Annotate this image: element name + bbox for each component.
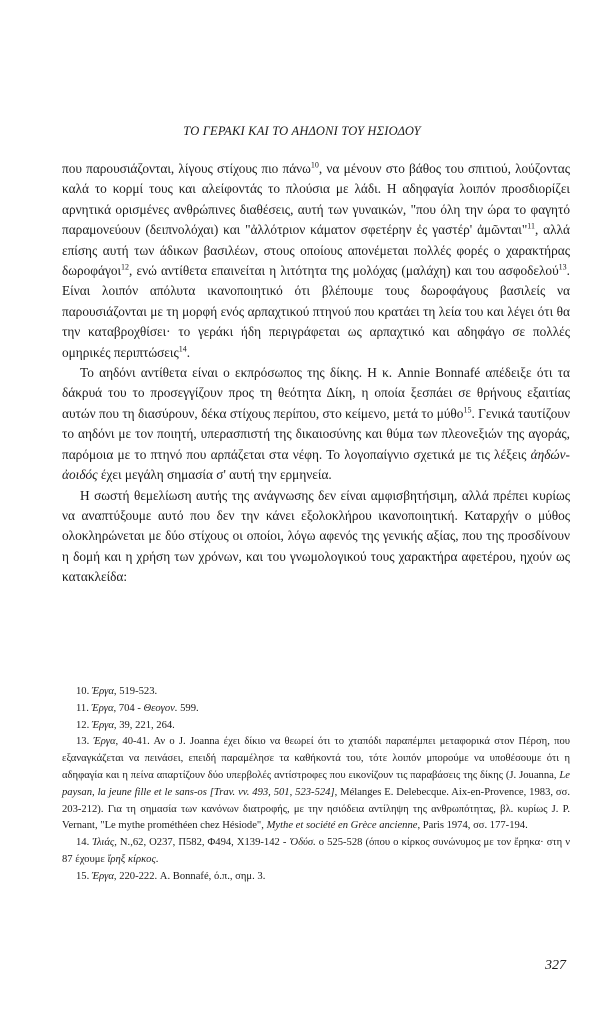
footnote-text: , 519-523. bbox=[113, 686, 158, 697]
footnote-text: , 40-41. Αν ο J. Joanna έχει δίκιο να θεωρεί ότι το χταπόδι παραπέμπει μεταφορικά στον Πέρση, που εξαναγκάζεται να πεινάσει, επειδή παραμέλησε τα καθήκοντά του, τότε λοιπόν μπορούμε να υποθέσουμε ότι η αδηφαγία και η πείνα απαρτίζουν δύο υπερβολές αντίστροφες που εικονίζουν τις παραβάσεις της δίκης (J. Jouanna, bbox=[62, 736, 570, 781]
footnote-text: , 704 - bbox=[113, 702, 144, 714]
footnote-12 bbox=[62, 718, 570, 735]
footnote-text: , 39, 221, 264. bbox=[113, 719, 175, 731]
footnote-10 bbox=[62, 684, 570, 701]
paragraph-1 bbox=[62, 159, 570, 363]
footnote-number: 15. bbox=[76, 870, 92, 882]
text-run: έχει μεγάλη σημασία σ' αυτή την ερμηνεία. bbox=[97, 467, 332, 483]
paragraph-2 bbox=[62, 363, 570, 485]
footnote-text: ο 525-528 (όπου ο κίρκος συνώνυμος με τον ἔρηκα· στη ν 87 έχουμε bbox=[62, 837, 571, 865]
footnote-title: Mythe et société en Grèce ancienne bbox=[266, 820, 418, 832]
footnote-title: Έργα bbox=[93, 736, 116, 748]
footnote-title: ἴρηξ κίρκος bbox=[107, 853, 156, 865]
footnotes bbox=[62, 684, 570, 886]
footnote-text: 599. bbox=[177, 702, 199, 714]
text-run: . Γενικά ταυτίζουν το αηδόνι με τον ποιητή, υπερασπιστή της δικαιοσύνης και θύμα των πλεονεξιών της αγοράς, παρόμοια με το πτηνό που αρπάζεται στα νέφη. Το λογοπαίγνιο σχετικά με τις λέξεις bbox=[62, 405, 570, 462]
text-run: , αλλά επίσης αυτή των άδικων βασιλέων, στους οποίους απονέμεται πολλές φορές ο χαρακτήρας δωροφάγοι bbox=[62, 222, 570, 279]
footnote-title: Ἰλιάς bbox=[92, 837, 115, 849]
footnote-text: . bbox=[155, 853, 159, 865]
footnote-title: Έργα bbox=[91, 686, 114, 697]
footnote-title: Έργα bbox=[91, 870, 114, 882]
greek-wordplay: ἀηδών-ἀοιδός bbox=[62, 446, 570, 483]
footnote-15 bbox=[62, 869, 570, 886]
page-number: 327 bbox=[545, 958, 566, 973]
footnote-text: , Ν.,62, Ο237, Π582, Φ494, Χ139-142 - bbox=[114, 837, 290, 849]
text-run: . bbox=[186, 344, 191, 360]
footnote-text: , 220-222. A. Bonnafé, ό.π., σημ. 3. bbox=[113, 870, 266, 882]
footnote-number: 11. bbox=[76, 702, 92, 714]
footnote-ref-14[interactable]: 14 bbox=[178, 344, 187, 354]
footnote-ref-13[interactable]: 13 bbox=[558, 262, 567, 272]
footnote-title: Θεογον. bbox=[143, 702, 178, 714]
footnote-number: 10. bbox=[76, 686, 92, 697]
footnote-title: Ὀδύσ. bbox=[289, 837, 316, 849]
footnote-11 bbox=[62, 701, 570, 718]
text-run: που παρουσιάζονται, λίγους στίχους πιο πάνω bbox=[62, 161, 311, 176]
footnote-number: 12. bbox=[76, 719, 92, 731]
footnote-ref-12[interactable]: 12 bbox=[121, 262, 130, 272]
running-head: ΤΟ ΓΕΡΑΚΙ ΚΑΙ ΤΟ ΑΗΔΟΝΙ ΤΟΥ ΗΣΙΟΔΟΥ bbox=[183, 124, 421, 138]
text-run: , να μένουν στο βάθος του σπιτιού, λούζοντας καλά το κορμί τους και αλείφοντάς το πλούσια με λάδι. Η αδηφαγία λοιπόν προσδιορίζει αρνητικά ορισμένες ανθρώπινες διαθέσεις, αυτή των γυναικών, "που όλη την ώρα το φαγητό παραμονεύουν (δειπνολόχαι) και "ἀλλότριον κάματον σφετέρην ἐς γαστέρ' ἀμῶνται" bbox=[62, 161, 571, 238]
footnote-text: , Paris 1974, σσ. 177-194. bbox=[417, 820, 528, 832]
footnote-text: , Mélanges E. Delebecque. Aix-en-Provence, 1983, σσ. 203-212). Για τη σημασία των κανόνων διατροφής, με την ησιόδεια αντίληψη της ανθρωπότητας, βλ. κυρίως J. P. Vernant, "Le mythe prométhéen chez Hésiode", bbox=[62, 786, 570, 832]
footnote-14 bbox=[62, 835, 570, 869]
footnote-title: Le paysan, la jeune fille et le sans-os [Trav. vv. 493, 501, 523-524] bbox=[62, 769, 570, 798]
footnote-title: Έργα bbox=[91, 702, 114, 714]
footnote-ref-11[interactable]: 11 bbox=[527, 221, 535, 231]
footnote-13 bbox=[62, 734, 570, 835]
text-run: . Είναι λοιπόν απόλυτα ικανοποιητικό ότι βλέπουμε τους δωροφάγους βασιλείς να παρουσιάζονται με τη μορφή ενός αρπαχτικού πτηνού που κρατάει τη λεία του και λέγει ότι θα την καταβροχθίσει· το γεράκι ήδη περιγράφεται ως αρπαχτικό και αδηφάγο σε πολλές ομηρικές περιπτώσεις bbox=[62, 263, 570, 360]
footnote-title: Έργα bbox=[91, 719, 114, 731]
body-text bbox=[62, 159, 570, 588]
paragraph-3: Η σωστή θεμελίωση αυτής της ανάγνωσης δεν είναι αμφισβητήσιμη, αλλά πρέπει κυρίως να αναπτύξουμε αυτό που δεν την κάνει εξολοκλήρου ικανοποιητική. Καταρχήν ο μύθος ολοκληρώνεται με δύο στίχους οι οποίοι, λόγω αφενός της γενικής αξίας, που της προσδίνουν η δομή και η χρήση των χρόνων, και του γνωμολογικού τους χαρακτήρα αφετέρου, ηχούν ως κατακλείδα: bbox=[62, 487, 570, 585]
text-run: Το αηδόνι αντίθετα είναι ο εκπρόσωπος της δίκης. Η κ. Annie Bonnafé απέδειξε ότι τα δάκρυά του το προσεγγίζουν προς τη θεότητα Δίκη, η οποία ξεσπάει σε θρήνους εξαιτίας αυτών που τη διασύρουν, δέκα στίχους περίπου, στο κείμενο, μετά το μύθο bbox=[62, 365, 570, 421]
footnote-number: 14. bbox=[76, 837, 93, 849]
footnote-ref-10[interactable]: 10 bbox=[310, 160, 319, 170]
footnote-ref-15[interactable]: 15 bbox=[463, 405, 472, 415]
footnote-number: 13. bbox=[76, 736, 94, 748]
text-run: , ενώ αντίθετα επαινείται η λιτότητα της μολόχας (μαλάχη) και του ασφοδελού bbox=[129, 263, 559, 279]
